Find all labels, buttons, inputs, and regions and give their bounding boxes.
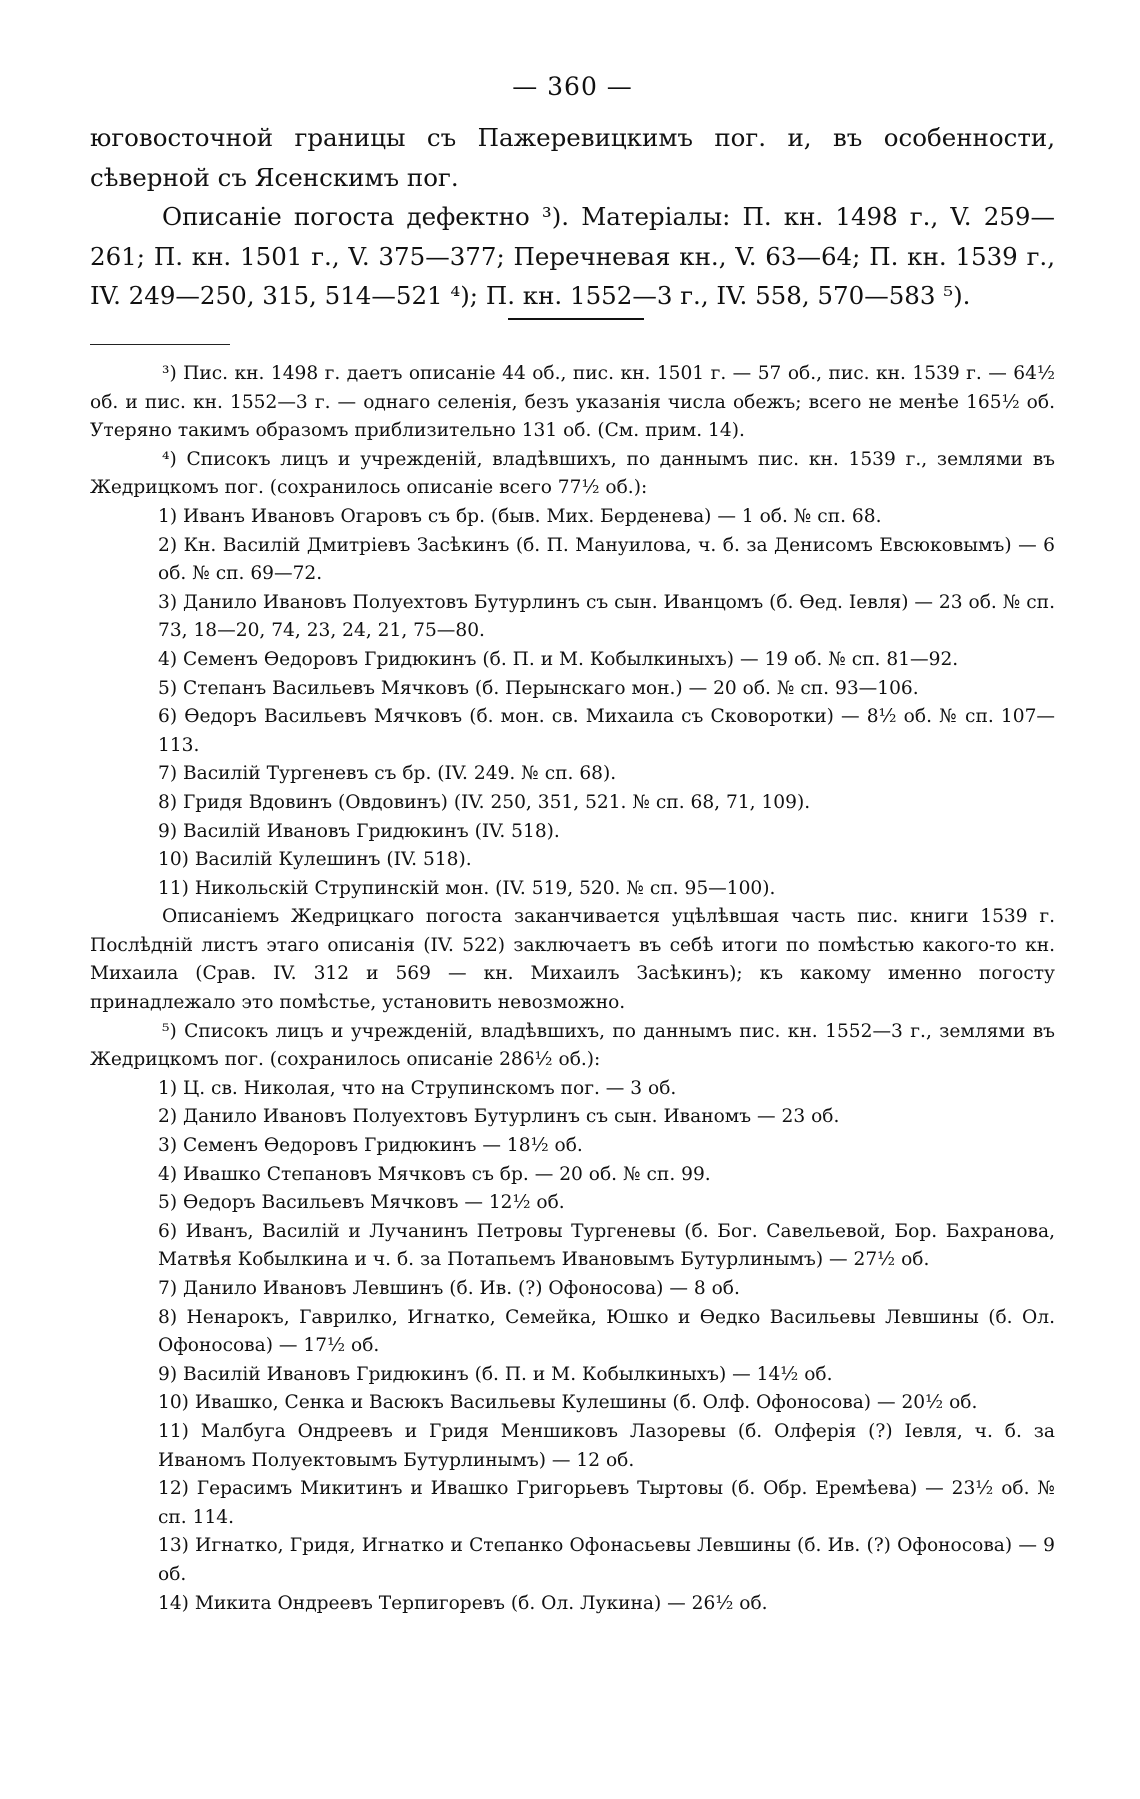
footnote-4-intro: ⁴) Списокъ лицъ и учрежденій, владѣвшихъ, по даннымъ пис. кн. 1539 г., землями въ Жедрицкомъ пог. (сохранилось описаніе всего 77½ об.): [90,448,1055,499]
list-item: 8) Гридя Вдовинъ (Овдовинъ) (IV. 250, 351, 521. № сп. 68, 71, 109). [158,791,811,813]
list-item: 13) Игнатко, Гридя, Игнатко и Степанко Офонасьевы Левшины (б. Ив. (?) Офоносова) — 9 об. [158,1535,1055,1585]
page-number: — 360 — [512,72,633,101]
list-item: 11) Малбуга Ондреевъ и Гридя Меншиковъ Лазоревы (б. Олферія (?) Іевля, ч. б. за Иваномъ Полуектовымъ Бутурлинымъ) — 12 об. [158,1420,1055,1471]
list-item: 12) Герасимъ Микитинъ и Ивашко Григорьевъ Тыртовы (б. Обр. Еремѣева) — 23½ об. № сп. 114. [158,1478,1055,1528]
list-item: 1) Иванъ Ивановъ Огаровъ съ бр. (быв. Мих. Берденева) — 1 об. № сп. 68. [158,505,882,527]
list-item: 4) Семенъ Ѳедоровъ Гридюкинъ (б. П. и М. Кобылкиныхъ) — 19 об. № сп. 81—92. [158,648,959,670]
list-item: 2) Кн. Василій Дмитріевъ Засѣкинъ (б. П. Мануилова, ч. б. за Денисомъ Евсюковымъ) — 6 об. № сп. 69—72. [158,534,1055,585]
list-item: 11) Никольскій Струпинскій мон. (IV. 519, 520. № сп. 95—100). [158,877,776,899]
main-paragraph-2: Описаніе погоста дефектно ³). Матеріалы: П. кн. 1498 г., V. 259—261; П. кн. 1501 г., V. 375—377; Перечневая кн., V. 63—64; П. кн. 1539 г., IV. 249—250, 315, 514—521 ⁴); П. кн. 1552—3 г., IV. 558, 570—583 ⁵). [90,202,1055,310]
list-item: 5) Степанъ Васильевъ Мячковъ (б. Перынскаго мон.) — 20 об. № сп. 93—106. [158,677,919,699]
list-item: 3) Семенъ Ѳедоровъ Гридюкинъ — 18½ об. [158,1135,583,1157]
section-divider [508,318,644,320]
list-item: 10) Василій Кулешинъ (IV. 518). [158,849,472,871]
list-item: 6) Ѳедоръ Васильевъ Мячковъ (б. мон. св. Михаила съ Сковоротки) — 8½ об. № сп. 107—113. [158,706,1055,756]
list-item: 4) Ивашко Степановъ Мячковъ съ бр. — 20 об. № сп. 99. [158,1163,711,1185]
footnote-4-closing: Описаніемъ Жедрицкаго погоста заканчивается уцѣлѣвшая часть пис. книги 1539 г. Послѣдній листъ этаго описанія (IV. 522) заключаетъ въ себѣ итоги по помѣстью какого-то кн. Михаила (Срав. IV. 312 и 569 — кн. Михаилъ Засѣкинъ); къ какому именно погосту принадлежало это помѣстье, установить невозможно. [90,906,1055,1014]
footnote-separator [90,344,230,345]
list-item: 7) Василій Тургеневъ съ бр. (IV. 249. № сп. 68). [158,763,617,785]
list-item: 2) Данило Ивановъ Полуехтовъ Бутурлинъ съ сын. Иваномъ — 23 об. [158,1106,840,1128]
main-paragraph-1: юговосточной границы съ Пажеревицкимъ пог. и, въ особенности, сѣверной съ Ясенскимъ пог. [90,123,1055,192]
footnote-3: ³) Пис. кн. 1498 г. даетъ описаніе 44 об., пис. кн. 1501 г. — 57 об., пис. кн. 1539 г. — 64½ об. и пис. кн. 1552—3 г. — однаго селенія, безъ указанія числа обежъ; всего не менѣе 165½ об. Утеряно такимъ образомъ приблизительно 131 об. (См. прим. 14). [90,363,1055,442]
list-item: 3) Данило Ивановъ Полуехтовъ Бутурлинъ съ сын. Иванцомъ (б. Ѳед. Іевля) — 23 об. № сп. 73, 18—20, 74, 23, 24, 21, 75—80. [158,591,1055,642]
list-item: 8) Ненарокъ, Гаврилко, Игнатко, Семейка, Юшко и Ѳедко Васильевы Левшины (б. Ол. Офоносова) — 17½ об. [158,1306,1055,1357]
footnotes [90,360,1055,1618]
main-text [90,118,1055,316]
list-item: 7) Данило Ивановъ Левшинъ (б. Ив. (?) Офоносова) — 8 об. [158,1278,740,1299]
list-item: 6) Иванъ, Василій и Лучанинъ Петровы Тургеневы (б. Бог. Савельевой, Бор. Бахранова, Матвѣя Кобылкина и ч. б. за Потапьемъ Ивановымъ Бутурлинымъ) — 27½ об. [158,1220,1055,1271]
list-item: 14) Микита Ондреевъ Терпигоревъ (б. Ол. Лукина) — 26½ об. [158,1592,768,1614]
list-item: 5) Ѳедоръ Васильевъ Мячковъ — 12½ об. [158,1192,565,1214]
list-item: 10) Ивашко, Сенка и Васюкъ Васильевы Кулешины (б. Олф. Офоносова) — 20½ об. [158,1392,978,1414]
footnote-5-intro: ⁵) Списокъ лицъ и учрежденій, владѣвшихъ, по даннымъ пис. кн. 1552—3 г., землями въ Жедрицкомъ пог. (сохранилось описаніе 286½ об.): [90,1020,1055,1071]
list-item: 9) Василій Ивановъ Гридюкинъ (б. П. и М. Кобылкиныхъ) — 14½ об. [158,1363,833,1385]
list-item: 1) Ц. св. Николая, что на Струпинскомъ пог. — 3 об. [158,1077,677,1099]
list-item: 9) Василій Ивановъ Гридюкинъ (IV. 518). [158,820,560,842]
